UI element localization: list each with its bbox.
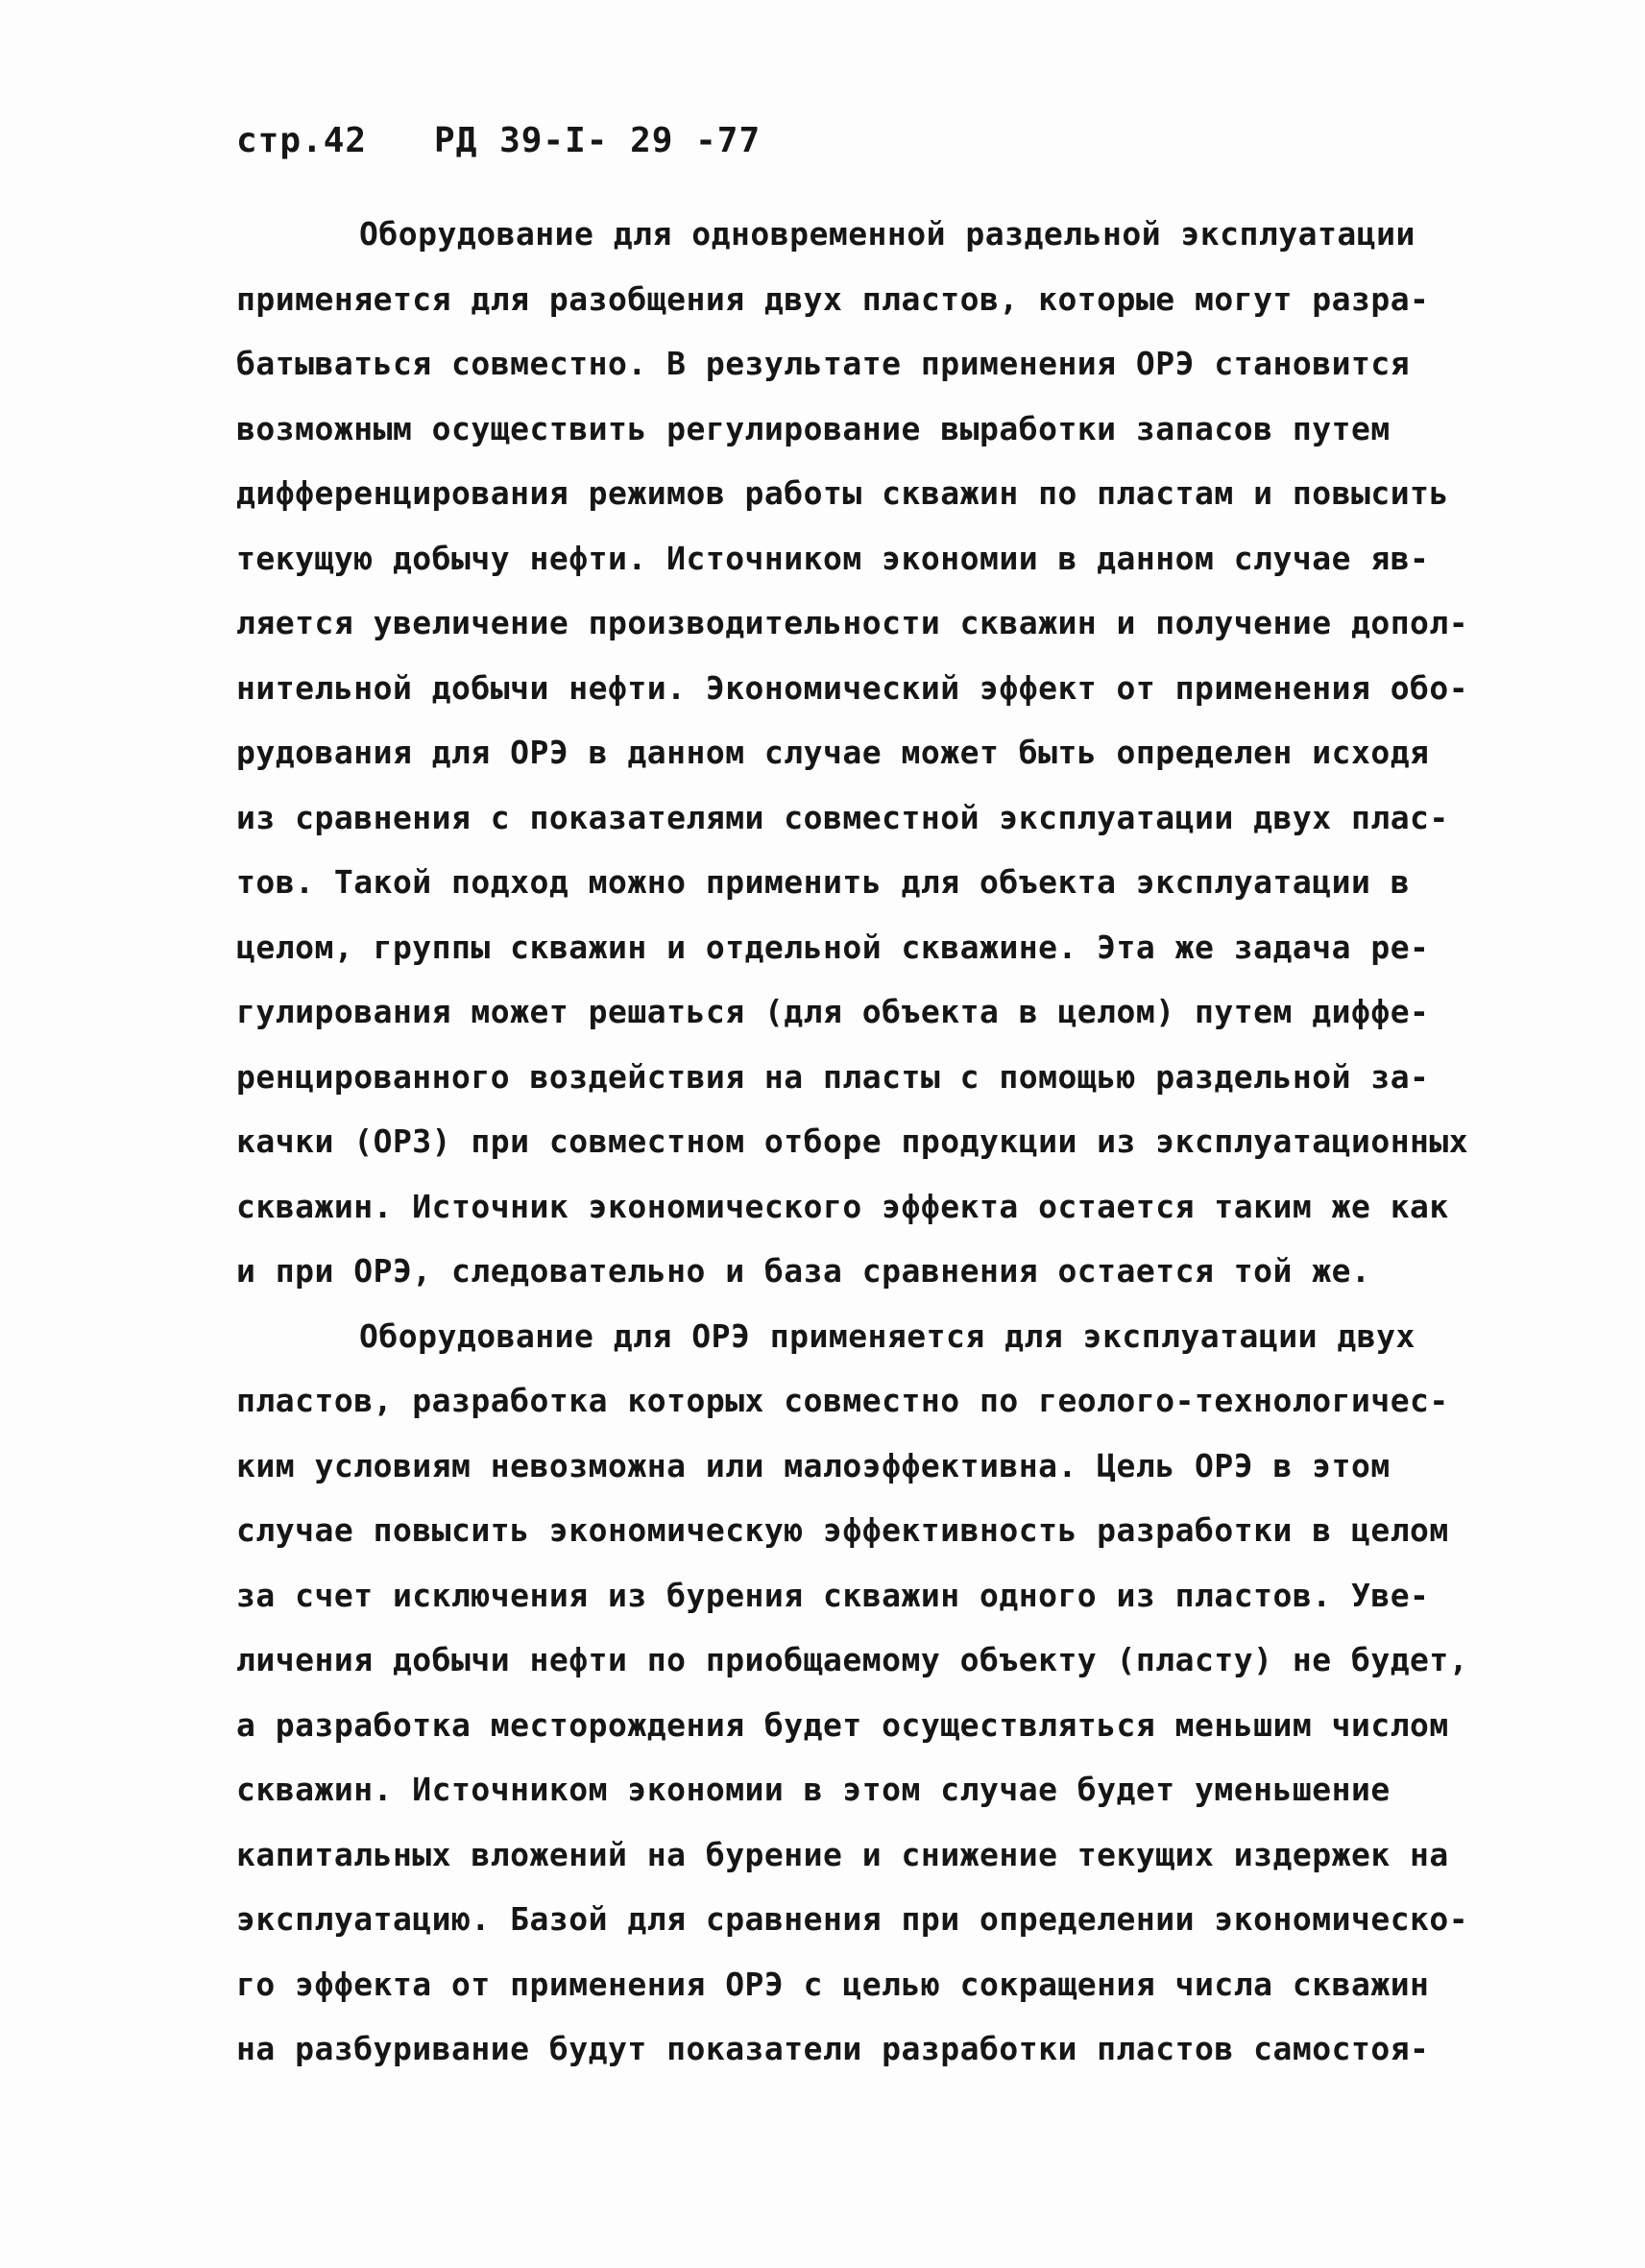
text-line: целом, группы скважин и отдельной скважине. Эта же задача ре- [236, 928, 1430, 966]
text-line: батываться совместно. В результате применения ОРЭ становится [236, 345, 1411, 382]
text-line: ким условиям невозможна или малоэффективна. Цель ОРЭ в этом [236, 1446, 1391, 1484]
paragraph-2-first-line: Оборудование для ОРЭ применяется для эксплуатации двух [359, 1316, 1415, 1355]
text-line: тов. Такой подход можно применить для объекта эксплуатации в [236, 863, 1411, 901]
text-line: скважин. Источник экономического эффекта остается таким же как [236, 1187, 1449, 1225]
text-line: текущую добычу нефти. Источником экономии в данном случае яв- [236, 539, 1430, 577]
text-line: за счет исключения из бурения скважин одного из пластов. Уве- [236, 1576, 1430, 1614]
text-line: и при ОРЭ, следовательно и база сравнения остается той же. [236, 1252, 1371, 1290]
text-line: ренцированного воздействия на пласты с помощью раздельной за- [236, 1057, 1430, 1096]
text-line: возможным осуществить регулирование выработки запасов путем [236, 409, 1391, 447]
page-header [236, 121, 761, 160]
text-line: применяется для разобщения двух пластов, которые могут разра- [236, 279, 1430, 318]
text-line: качки (ОРЗ) при совместном отборе продукции из эксплуатационных [236, 1122, 1469, 1160]
text-line: ляется увеличение производительности скважин и получение допол- [236, 604, 1469, 641]
text-line: скважин. Источником экономии в этом случае будет уменьшение [236, 1771, 1391, 1808]
text-line: го эффекта от применения ОРЭ с целью сокращения числа скважин [236, 1965, 1430, 2003]
text-line: пластов, разработка которых совместно по геолого-технологичес- [236, 1382, 1449, 1419]
text-line: нительной добычи нефти. Экономический эффект от применения обо- [236, 668, 1469, 707]
document-code: РД 39-I- 29 -77 [434, 121, 762, 160]
text-line: рудования для ОРЭ в данном случае может быть определен исходя [236, 734, 1430, 771]
text-line: эксплуатацию. Базой для сравнения при определении экономическо- [236, 1900, 1469, 1938]
paragraph-1-first-line: Оборудование для одновременной раздельной эксплуатации [359, 215, 1415, 253]
text-line: случае повысить экономическую эффективность разработки в целом [236, 1511, 1449, 1549]
text-line: на разбуривание будут показатели разработки пластов самостоя- [236, 2030, 1430, 2067]
text-line: дифференцирования режимов работы скважин по пластам и повысить [236, 474, 1449, 512]
text-line: личения добычи нефти по приобщаемому объекту (пласту) не будет, [236, 1641, 1469, 1678]
document-body [236, 202, 1485, 2082]
text-line: из сравнения с показателями совместной эксплуатации двух плас- [236, 798, 1449, 836]
text-line: гулирования может решаться (для объекта в целом) путем диффе- [236, 993, 1430, 1030]
text-line: а разработка месторождения будет осуществляться меньшим числом [236, 1705, 1449, 1744]
text-line: капитальных вложений на бурение и снижение текущих издержек на [236, 1835, 1449, 1873]
page-number: стр.42 [236, 121, 368, 160]
